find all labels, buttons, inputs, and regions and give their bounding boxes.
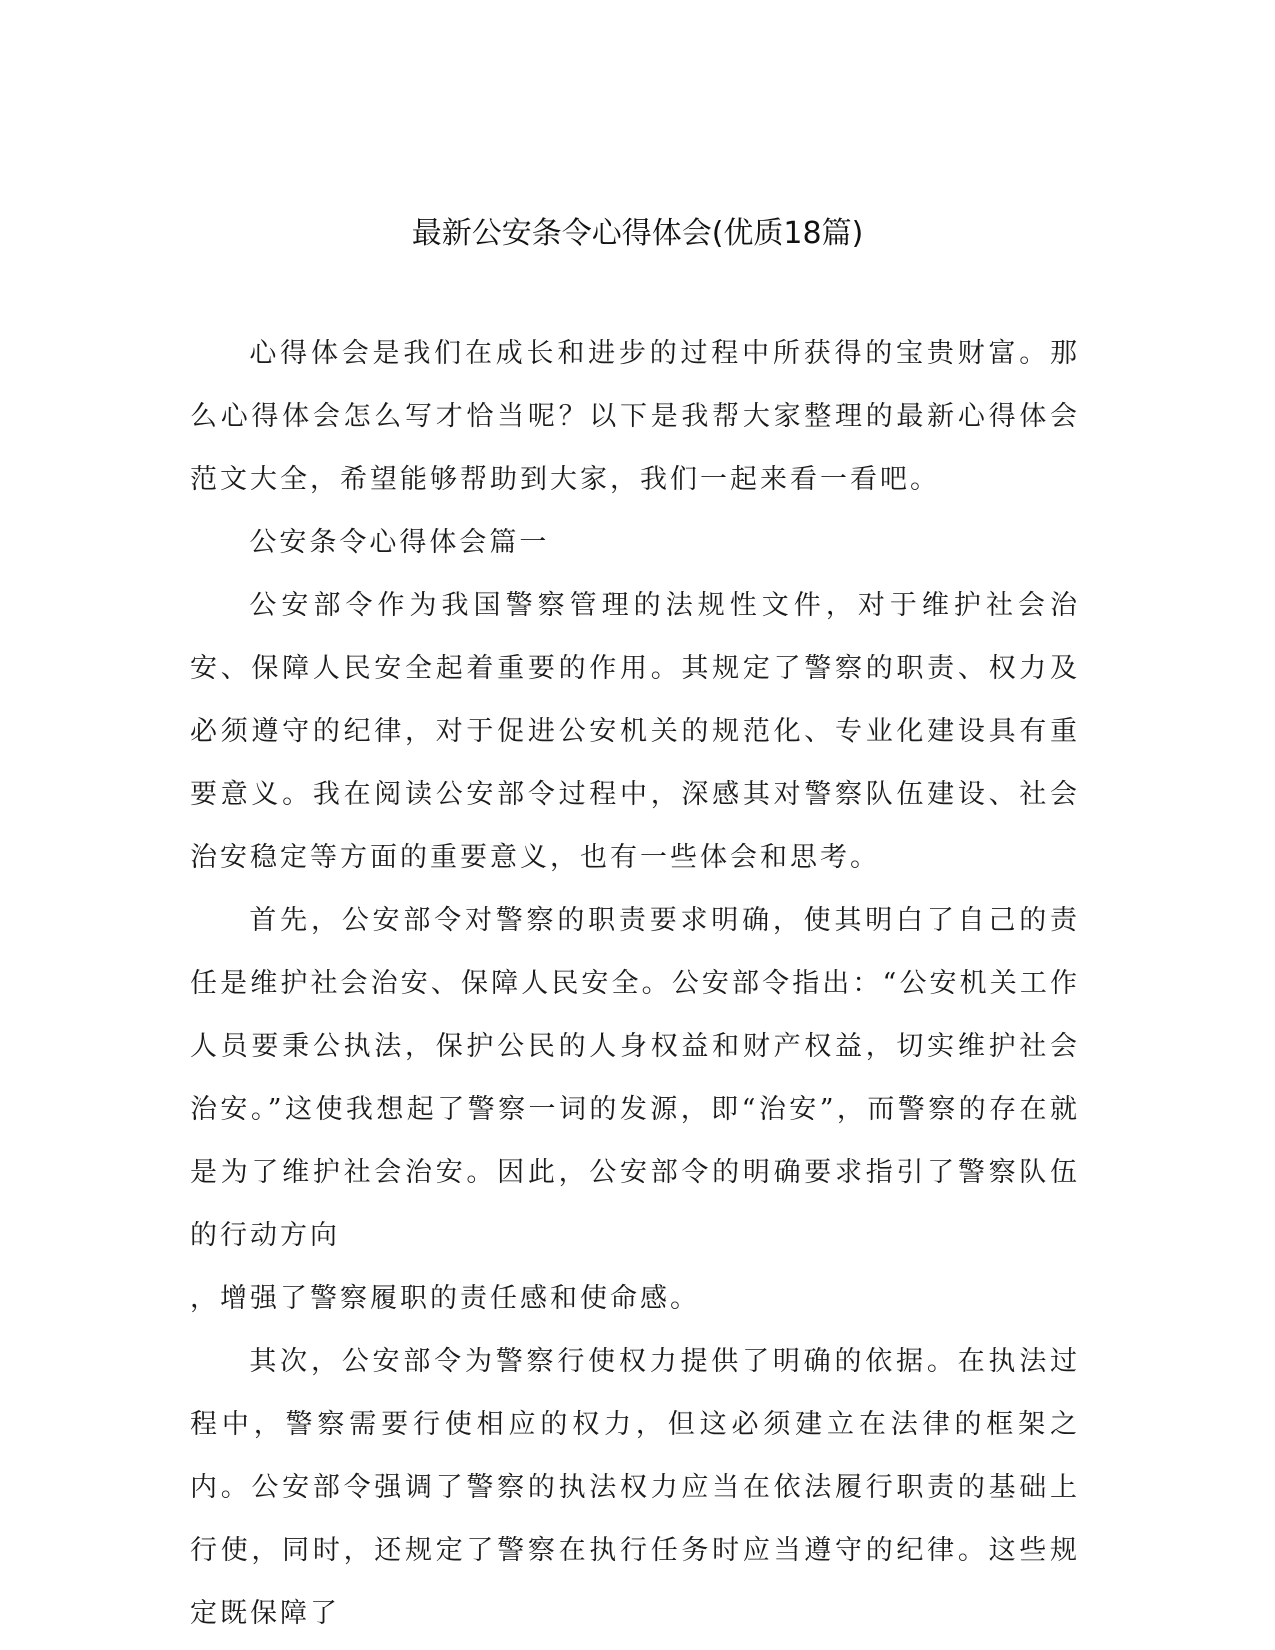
paragraph-1: 公安部令作为我国警察管理的法规性文件，对于维护社会治安、保障人民安全起着重要的作用。其规定了警察的职责、权力及必须遵守的纪律，对于促进公安机关的规范化、专业化建设具有重要意义。我在阅读公安部令过程中，深感其对警察队伍建设、社会治安稳定等方面的重要意义，也有一些体会和思考。: [190, 590, 1080, 873]
section-heading: 公安条令心得体会篇一: [249, 527, 550, 558]
paragraph-intro: 心得体会是我们在成长和进步的过程中所获得的宝贵财富。那么心得体会怎么写才恰当呢？以下是我帮大家整理的最新心得体会范文大全，希望能够帮助到大家，我们一起来看一看吧。: [190, 338, 1080, 495]
document-body: [190, 322, 1080, 1645]
paragraph-2-continuation: ，增强了警察履职的责任感和使命感。: [190, 1283, 700, 1314]
paragraph-2: 首先，公安部令对警察的职责要求明确，使其明白了自己的责任是维护社会治安、保障人民安全。公安部令指出：“公安机关工作人员要秉公执法，保护公民的人身权益和财产权益，切实维护社会治安。”这使我想起了警察一词的发源，即“治安”，而警察的存在就是为了维护社会治安。因此，公安部令的明确要求指引了警察队伍的行动方向: [190, 905, 1080, 1251]
document-title: 最新公安条令心得体会(优质18篇): [411, 216, 864, 251]
paragraph-3: 其次，公安部令为警察行使权力提供了明确的依据。在执法过程中，警察需要行使相应的权力，但这必须建立在法律的框架之内。公安部令强调了警察的执法权力应当在依法履行职责的基础上行使，同时，还规定了警察在执行任务时应当遵守的纪律。这些规定既保障了: [190, 1346, 1080, 1629]
